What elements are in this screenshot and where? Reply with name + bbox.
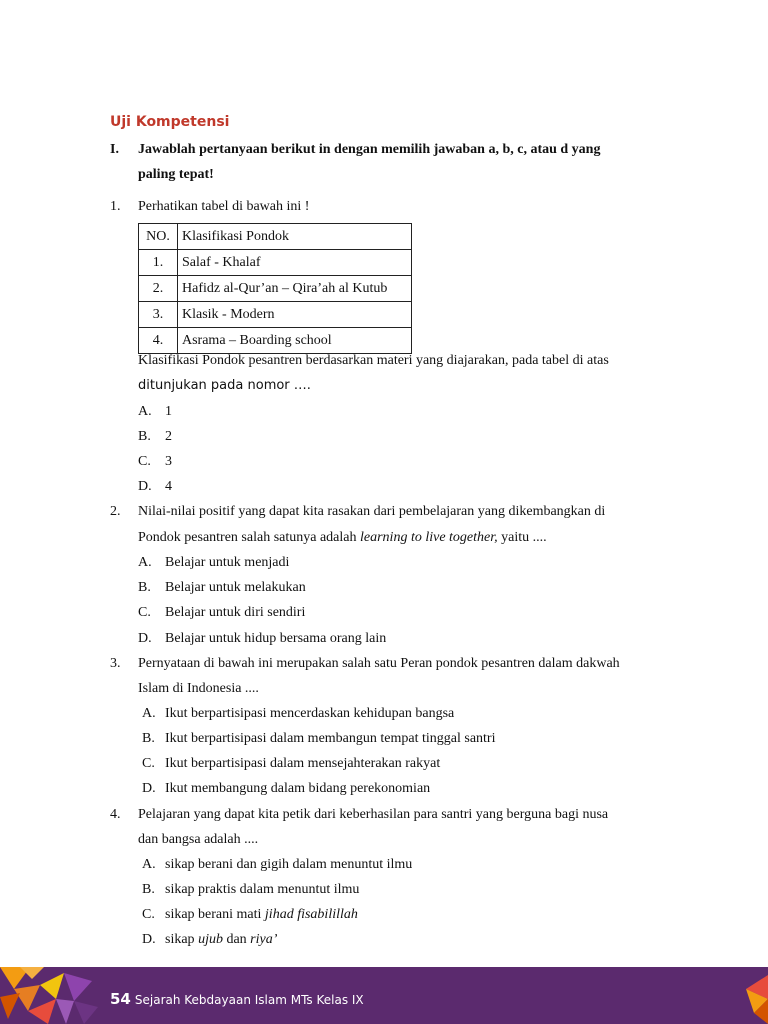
table-cell: 1. [139,250,178,276]
q4-line-2: dan bangsa adalah .... [138,832,259,847]
table-cell: Hafidz al-Qur’an – Qira’ah al Kutub [178,276,412,302]
book-title: Sejarah Kebdayaan Islam MTs Kelas IX [134,993,364,1007]
q2-option-a-letter: A. [138,555,152,570]
q2-line-2-suffix: yaitu .... [497,530,547,545]
instruction-line-2: paling tepat! [138,167,214,182]
footer-text [110,990,364,1008]
table-cell: Asrama – Boarding school [178,328,412,354]
q2-option-c: Belajar untuk diri sendiri [165,605,306,620]
q4-option-d-prefix: sikap [165,932,199,947]
q3-option-b: Ikut berpartisipasi dalam membangun tempat tinggal santri [165,731,496,746]
q1-option-c-letter: C. [138,454,151,469]
table-cell: Salaf - Khalaf [178,250,412,276]
q2-option-c-letter: C. [138,605,151,620]
q4-option-c-prefix: sikap berani mati [165,907,265,922]
q1-option-d-letter: D. [138,479,152,494]
q2-line-2-prefix: Pondok pesantren salah satunya adalah [138,530,360,545]
q2-line-2-italic: learning to live together, [360,530,498,545]
instruction-number: I. [110,142,119,157]
q3-option-d: Ikut membangung dalam bidang perekonomian [165,781,431,796]
q4-option-c [165,907,358,923]
q1-after-line-2: ditunjukan pada nomor …. [138,378,311,393]
table-cell: 3. [139,302,178,328]
classification-table [138,223,412,354]
q3-option-d-letter: D. [142,781,156,796]
table-cell: 4. [139,328,178,354]
table-row [139,250,412,276]
q4-option-d-italic-2: riya’ [250,932,278,947]
q2-option-d-letter: D. [138,631,152,646]
q4-line-1: Pelajaran yang dapat kita petik dari keberhasilan para santri yang berguna bagi nusa [138,807,609,822]
q2-option-a: Belajar untuk menjadi [165,555,290,570]
table-header-cell: Klasifikasi Pondok [178,224,412,250]
q1-number: 1. [110,199,121,214]
q3-option-a-letter: A. [142,706,156,721]
table-header-cell: NO. [139,224,178,250]
q4-option-d-letter: D. [142,932,156,947]
q3-option-c-letter: C. [142,756,155,771]
q1-text: Perhatikan tabel di bawah ini ! [138,199,310,214]
q3-option-b-letter: B. [142,731,155,746]
q3-option-a: Ikut berpartisipasi mencerdaskan kehidupan bangsa [165,706,455,721]
table-row [139,276,412,302]
footer-corner-graphic [728,975,768,1024]
q4-option-d-mid: dan [222,932,251,947]
q4-option-c-italic: jihad fisabilillah [264,907,358,922]
q1-option-d: 4 [165,479,172,494]
q4-option-d [165,932,277,948]
q2-line-2 [138,530,547,546]
q1-option-b: 2 [165,429,172,444]
q2-option-d: Belajar untuk hidup bersama orang lain [165,631,387,646]
q1-after-line-1: Klasifikasi Pondok pesantren berdasarkan materi yang diajarakan, pada tabel di atas [138,353,609,368]
q4-option-c-letter: C. [142,907,155,922]
q1-option-a: 1 [165,404,172,419]
q4-option-b-letter: B. [142,882,155,897]
q2-option-b-letter: B. [138,580,151,595]
q4-option-b: sikap praktis dalam menuntut ilmu [165,882,360,897]
table-row [139,302,412,328]
section-title: Uji Kompetensi [110,114,230,130]
q4-option-a-letter: A. [142,857,156,872]
q4-number: 4. [110,807,121,822]
q3-line-1: Pernyataan di bawah ini merupakan salah satu Peran pondok pesantren dalam dakwah [138,656,620,671]
table-header-row [139,224,412,250]
q4-option-a: sikap berani dan gigih dalam menuntut ilmu [165,857,413,872]
page-number: 54 [110,990,131,1008]
q3-line-2: Islam di Indonesia .... [138,681,259,696]
q4-option-d-italic-1: ujub [198,932,223,947]
instruction-line-1: Jawablah pertanyaan berikut in dengan memilih jawaban a, b, c, atau d yang [138,142,601,157]
q2-line-1: Nilai-nilai positif yang dapat kita rasakan dari pembelajaran yang dikembangkan di [138,504,606,519]
table-cell: Klasik - Modern [178,302,412,328]
footer-decoration-graphic [0,967,110,1024]
q1-option-b-letter: B. [138,429,151,444]
q1-option-a-letter: A. [138,404,152,419]
q2-number: 2. [110,504,121,519]
q3-option-c: Ikut berpartisipasi dalam mensejahterakan rakyat [165,756,441,771]
table-row [139,328,412,354]
table-cell: 2. [139,276,178,302]
q2-option-b: Belajar untuk melakukan [165,580,306,595]
q3-number: 3. [110,656,121,671]
q1-option-c: 3 [165,454,172,469]
